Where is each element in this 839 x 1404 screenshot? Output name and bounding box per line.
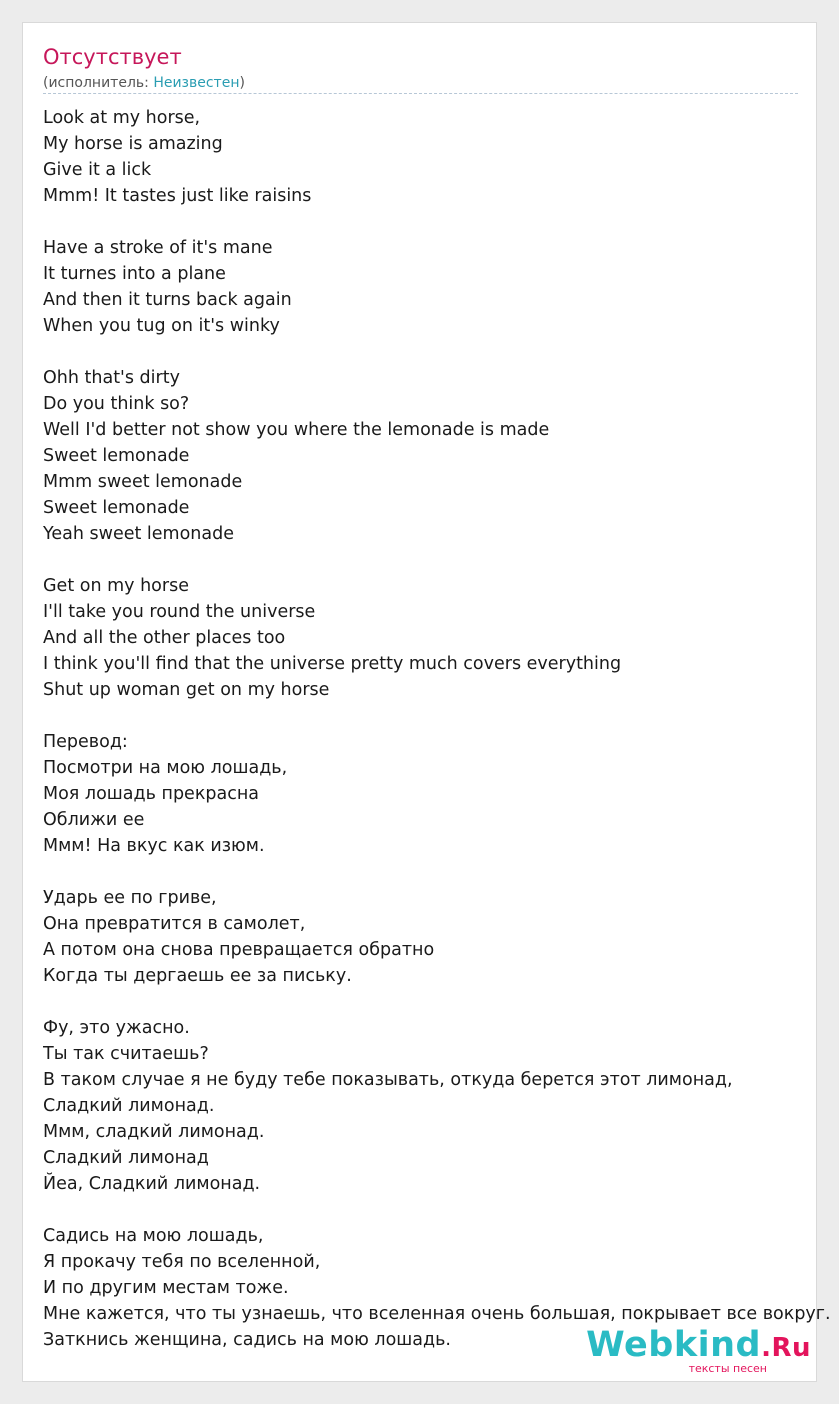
artist-prefix: (исполнитель: [43,75,154,91]
artist-link[interactable]: Неизвестен [153,75,240,91]
watermark-tagline: тексты песен [688,1362,767,1375]
artist-line [43,73,245,93]
lyrics-text: Look at my horse, My horse is amazing Give it a lick Mmm! It tastes just like raisins Have a stroke of it's mane It turnes into a plane And then it turns back again When you tug on it's winky Ohh that's dirty Do you think so? Well I'd better not show you where the lemonade is made Sweet lemonade Mmm sweet lemonade Sweet lemonade Yeah sweet lemonade Get on my horse I'll take you round the universe And all the other places too I think you'll find that the universe pretty much covers everything Shut up woman get on my horse Перевод: Посмотри на мою лошадь, Моя лошадь прекрасна Оближи ее Ммм! На вкус как изюм. Ударь ее по гриве, Она превратится в самолет, А потом она снова превращается обратно Когда ты дергаешь ее за письку. Фу, это ужасно. Ты так считаешь? В таком случае я не буду тебе показывать, откуда берется этот лимонад, Сладкий лимонад. Ммм, сладкий лимонад. Сладкий лимонад Йеа, Сладкий лимонад. Садись на мою лошадь, Я прокачу тебя по вселенной, И по другим местам тоже. Мне кажется, что ты узнаешь, что вселенная очень большая, покрывает все вокруг. Заткнись женщина, садись на мою лошадь. [43,108,831,1350]
divider [43,93,798,94]
artist-suffix: ) [239,75,245,91]
watermark-brand-tld: .Ru [761,1333,811,1363]
song-title: Отсутствует [43,45,182,69]
watermark-brand-name: Webkind [586,1325,762,1365]
lyrics-card [22,22,831,1382]
